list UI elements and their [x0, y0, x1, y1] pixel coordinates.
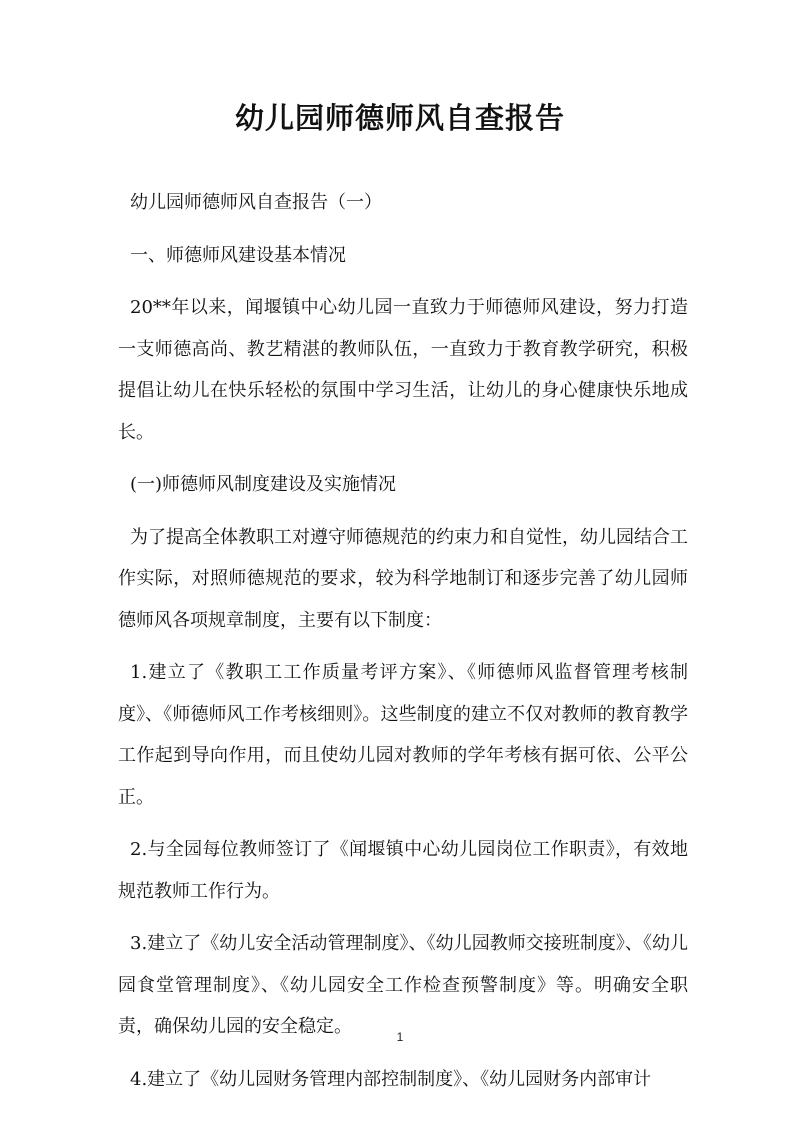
paragraph-heading-1 — [118, 235, 688, 277]
page-number: 1 — [396, 1030, 404, 1044]
document-title: 幼儿园师德师风自查报告 — [234, 101, 565, 135]
document-body — [118, 182, 688, 1111]
paragraph-heading-2 — [118, 464, 688, 506]
paragraph-text: 一、师德师风建设基本情况 — [130, 244, 346, 266]
paragraph-text: (一)师德师风制度建设及实施情况 — [130, 474, 397, 495]
paragraph-text: 2.与全园每位教师签订了《闻堰镇中心幼儿园岗位工作职责》，有效地规范教师工作行为。 — [118, 839, 688, 902]
paragraph-item-2 — [118, 829, 688, 912]
paragraph-text: 3.建立了《幼儿安全活动管理制度》、《幼儿园教师交接班制度》、《幼儿园食堂管理制度》、《幼儿园安全工作检查预警制度》等。明确安全职责，确保幼儿园的安全稳定。 — [118, 933, 688, 1037]
paragraph-text: 为了提高全体教职工对遵守师德规范的约束力和自觉性，幼儿园结合工作实际，对照师德规范的要求，较为科学地制订和逐步完善了幼儿园师德师风各项规章制度，主要有以下制度： — [118, 526, 688, 631]
paragraph-text: 1.建立了《教职工工作质量考评方案》、《师德师风监督管理考核制度》、《师德师风工作考核细则》。这些制度的建立不仅对教师的教育教学工作起到导向作用，而且使幼儿园对教师的学年考核有据可依、公平公正。 — [118, 662, 688, 808]
paragraph-item-1 — [118, 652, 688, 818]
paragraph-overview — [118, 287, 688, 453]
paragraph-intro — [118, 517, 688, 642]
paragraph-text: 20**年以来，闻堰镇中心幼儿园一直致力于师德师风建设，努力打造一支师德高尚、教艺精湛的教师队伍，一直致力于教育教学研究，积极提倡让幼儿在快乐轻松的氛围中学习生活，让幼儿的身心健康快乐地成长。 — [118, 297, 688, 443]
paragraph-subtitle — [118, 182, 688, 224]
paragraph-text: 幼儿园师德师风自查报告（一） — [130, 192, 382, 213]
paragraph-item-4 — [118, 1059, 688, 1101]
paragraph-text: 4.建立了《幼儿园财务管理内部控制制度》、《幼儿园财务内部审计 — [130, 1068, 652, 1090]
paragraph-item-3 — [118, 923, 688, 1048]
